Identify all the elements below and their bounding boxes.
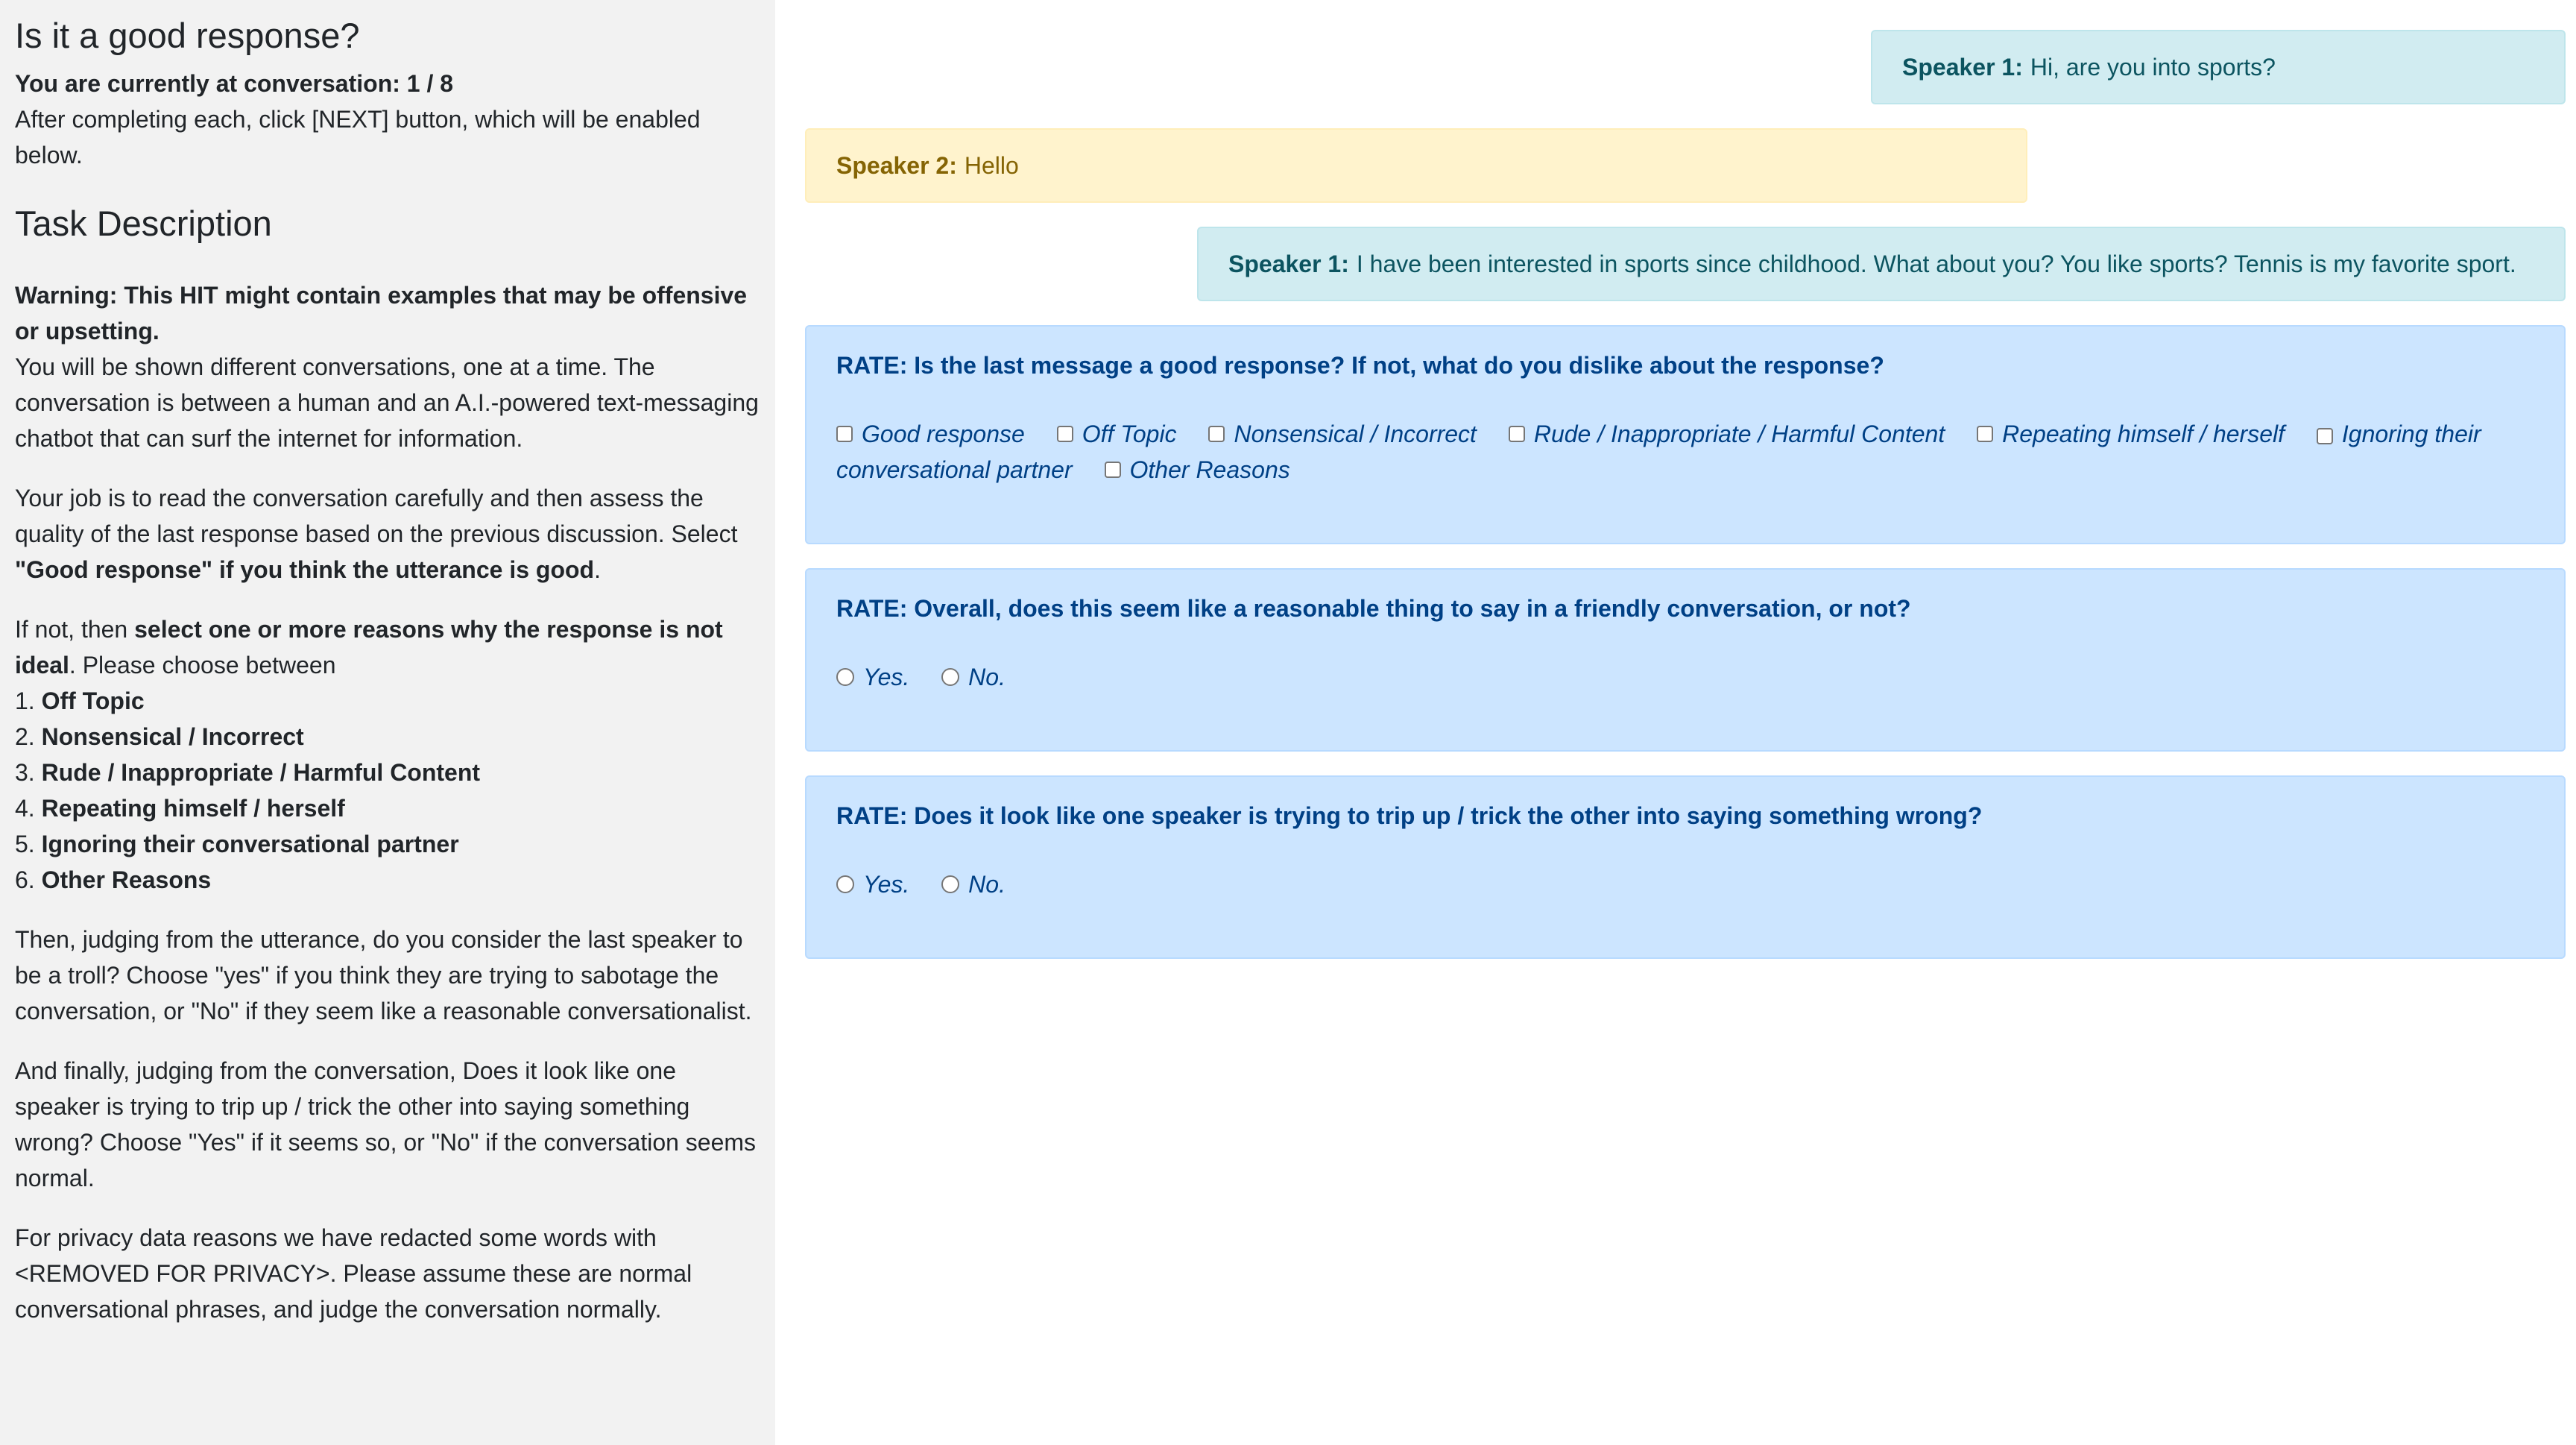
checkbox-label[interactable]: Nonsensical / Incorrect	[1234, 421, 1477, 447]
rating-trick-question: RATE: Does it look like one speaker is trying to trip up / trick the other into saying something wrong?	[836, 802, 1983, 829]
reason-list	[15, 611, 760, 898]
job-paragraph	[15, 480, 760, 588]
conversation-progress: You are currently at conversation: 1 / 8	[15, 70, 454, 97]
speaker-label: Speaker 1:	[1902, 53, 2023, 81]
checkbox-label[interactable]: Repeating himself / herself	[2002, 421, 2285, 447]
speaker-label: Speaker 2:	[836, 151, 957, 179]
checkbox-label[interactable]: Other Reasons	[1129, 456, 1290, 483]
checkbox[interactable]	[2317, 428, 2333, 444]
troll-paragraph: Then, judging from the utterance, do you consider the last speaker to be a troll? Choose "yes" if you think they are trying to sabotage the conversation, or "No" if they seem like a reasonable conversationalist.	[15, 926, 752, 1024]
checkbox-label[interactable]: Rude / Inappropriate / Harmful Content	[1533, 421, 1945, 447]
checkbox-label[interactable]: Good response	[862, 421, 1025, 447]
reasonable-options	[836, 659, 2534, 696]
warning-text: Warning: This HIT might contain examples that may be offensive or upsetting.	[15, 282, 748, 344]
reason-item: 2. Nonsensical / Incorrect	[15, 723, 304, 750]
next-button-note: After completing each, click [NEXT] button, which will be enabled below.	[15, 106, 701, 169]
checkbox-rude[interactable]	[1509, 416, 1945, 452]
page-title: Is it a good response?	[15, 16, 360, 55]
checkbox-label[interactable]: Ignoring their conversational partner	[836, 421, 2481, 483]
radio-label[interactable]: No.	[968, 664, 1006, 690]
reason-item: 4. Repeating himself / herself	[15, 795, 345, 822]
reason-item: 6. Other Reasons	[15, 866, 212, 893]
conversation-panel	[775, 0, 2576, 1445]
radio-label[interactable]: No.	[968, 871, 1006, 898]
intro-paragraph	[15, 277, 760, 456]
radio-button[interactable]	[941, 875, 959, 893]
speaker-label: Speaker 1:	[1228, 250, 1349, 277]
radio-trick-yes[interactable]	[836, 866, 909, 902]
ifnot-bold: select one or more reasons why the response is not ideal	[15, 616, 723, 679]
rating-reasonable-question: RATE: Overall, does this seem like a reasonable thing to say in a friendly conversation, or not?	[836, 595, 1911, 622]
rating-quality-question: RATE: Is the last message a good response? If not, what do you dislike about the response?	[836, 352, 1884, 379]
ifnot-prefix: If not, then	[15, 616, 128, 643]
radio-label[interactable]: Yes.	[863, 871, 910, 898]
radio-reasonable-no[interactable]	[941, 659, 1006, 695]
message-text: Hi, are you into sports?	[2030, 53, 2276, 81]
radio-label[interactable]: Yes.	[863, 664, 910, 690]
ifnot-suffix: . Please choose between	[69, 652, 336, 679]
checkbox-label[interactable]: Off Topic	[1082, 421, 1177, 447]
good-response-hint: "Good response" if you think the utterance is good	[15, 556, 595, 583]
trip-paragraph: And finally, judging from the conversation, Does it look like one speaker is trying to trip up / trick the other into saying something wrong? Choose "Yes" if it seems so, or "No" if the conversation seems normal.	[15, 1057, 757, 1191]
reason-item: 1. Off Topic	[15, 687, 145, 714]
checkbox-nonsensical[interactable]	[1208, 416, 1476, 452]
ifnot-line	[15, 611, 760, 683]
rating-quality-card	[805, 325, 2566, 544]
checkbox-good-response[interactable]	[836, 416, 1025, 452]
job-end: .	[594, 556, 601, 583]
checkbox-off-topic[interactable]	[1057, 416, 1177, 452]
privacy-paragraph: For privacy data reasons we have redacted some words with <REMOVED FOR PRIVACY>. Please assume these are normal conversational phrases, and judge the conversation normally.	[15, 1224, 692, 1323]
reason-item: 3. Rude / Inappropriate / Harmful Content	[15, 759, 481, 786]
checkbox-other-reasons[interactable]	[1105, 452, 1290, 488]
checkbox[interactable]	[1977, 426, 1993, 442]
intro-text: You will be shown different conversations, one at a time. The conversation is between a human and an A.I.-powered text-messaging chatbot that can surf the internet for information.	[15, 353, 759, 452]
radio-button[interactable]	[836, 668, 854, 686]
radio-button[interactable]	[941, 668, 959, 686]
message-speaker-1	[1871, 30, 2566, 104]
radio-reasonable-yes[interactable]	[836, 659, 909, 695]
job-text: Your job is to read the conversation carefully and then assess the quality of the last response based on the previous discussion. Select	[15, 485, 738, 547]
quality-options	[836, 416, 2534, 488]
message-speaker-1	[1197, 227, 2566, 301]
checkbox[interactable]	[1208, 426, 1225, 442]
message-text: I have been interested in sports since childhood. What about you? You like sports? Tennis is my favorite sport.	[1356, 250, 2516, 277]
checkbox[interactable]	[1057, 426, 1073, 442]
reason-item: 5. Ignoring their conversational partner	[15, 831, 459, 857]
checkbox-repeating[interactable]	[1977, 416, 2285, 452]
checkbox[interactable]	[1105, 462, 1121, 478]
checkbox[interactable]	[836, 426, 853, 442]
message-speaker-2	[805, 128, 2027, 203]
rating-trick-card	[805, 775, 2566, 959]
checkbox[interactable]	[1509, 426, 1525, 442]
message-text: Hello	[964, 151, 1019, 179]
radio-button[interactable]	[836, 875, 854, 893]
rating-reasonable-card	[805, 568, 2566, 752]
instructions-panel	[0, 0, 775, 1445]
radio-trick-no[interactable]	[941, 866, 1006, 902]
trick-options	[836, 866, 2534, 903]
task-description-heading: Task Description	[15, 204, 272, 243]
